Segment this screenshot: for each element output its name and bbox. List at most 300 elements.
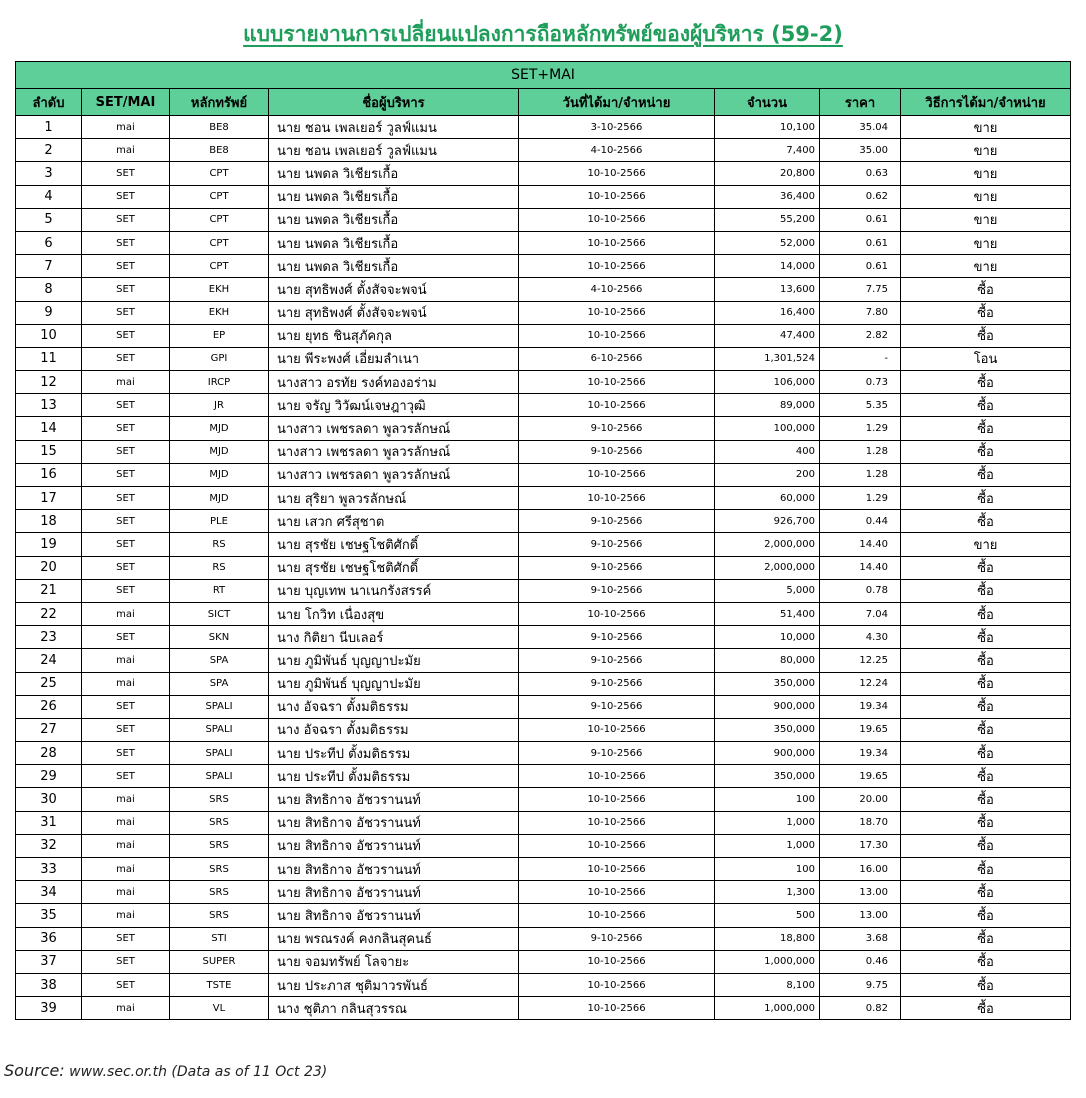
cell-type: ซื้อ <box>901 834 1071 857</box>
cell-date: 10-10-2566 <box>519 811 715 834</box>
cell-date: 10-10-2566 <box>519 208 715 231</box>
cell-type: ซื้อ <box>901 927 1071 950</box>
cell-symbol: SPA <box>170 649 269 672</box>
cell-date: 9-10-2566 <box>519 440 715 463</box>
cell-market: SET <box>82 556 170 579</box>
cell-price: 9.75 <box>820 973 901 996</box>
cell-volume: 5,000 <box>715 579 820 602</box>
cell-volume: 350,000 <box>715 718 820 741</box>
cell-name: นาย ภูมิพันธ์ บุญญาปะมัย <box>269 649 519 672</box>
cell-market: mai <box>82 858 170 881</box>
cell-date: 10-10-2566 <box>519 301 715 324</box>
cell-name: นาย นพดล วิเชียรเกื้อ <box>269 208 519 231</box>
cell-volume: 10,000 <box>715 626 820 649</box>
cell-market: mai <box>82 116 170 139</box>
cell-volume: 8,100 <box>715 973 820 996</box>
cell-date: 9-10-2566 <box>519 742 715 765</box>
cell-symbol: VL <box>170 997 269 1020</box>
cell-type: ซื้อ <box>901 487 1071 510</box>
group-header: SET+MAI <box>16 62 1071 89</box>
cell-name: นาย สุทธิพงศ์ ตั้งสัจจะพจน์ <box>269 278 519 301</box>
table-row <box>16 904 1071 927</box>
cell-price: 35.04 <box>820 116 901 139</box>
cell-price: 12.25 <box>820 649 901 672</box>
cell-type: ซื้อ <box>901 278 1071 301</box>
cell-type: ซื้อ <box>901 950 1071 973</box>
table-row <box>16 579 1071 602</box>
cell-symbol: SRS <box>170 858 269 881</box>
table-row <box>16 556 1071 579</box>
cell-market: mai <box>82 139 170 162</box>
cell-volume: 1,300 <box>715 881 820 904</box>
cell-symbol: EKH <box>170 301 269 324</box>
cell-type: ซื้อ <box>901 394 1071 417</box>
cell-no: 4 <box>16 185 82 208</box>
table-row <box>16 533 1071 556</box>
cell-date: 10-10-2566 <box>519 324 715 347</box>
cell-volume: 350,000 <box>715 672 820 695</box>
table-row <box>16 649 1071 672</box>
cell-no: 22 <box>16 602 82 625</box>
cell-name: นางสาว เพชรลดา พูลวรลักษณ์ <box>269 440 519 463</box>
cell-symbol: SUPER <box>170 950 269 973</box>
cell-date: 10-10-2566 <box>519 231 715 254</box>
cell-type: ซื้อ <box>901 463 1071 486</box>
cell-price: 13.00 <box>820 904 901 927</box>
cell-volume: 14,000 <box>715 255 820 278</box>
table-row <box>16 278 1071 301</box>
cell-market: mai <box>82 672 170 695</box>
cell-market: mai <box>82 997 170 1020</box>
cell-date: 9-10-2566 <box>519 510 715 533</box>
cell-price: 16.00 <box>820 858 901 881</box>
cell-market: SET <box>82 765 170 788</box>
cell-price: 0.78 <box>820 579 901 602</box>
cell-volume: 7,400 <box>715 139 820 162</box>
cell-name: นาย ประภาส ชุติมาวรพันธ์ <box>269 973 519 996</box>
cell-type: ซื้อ <box>901 371 1071 394</box>
table-row <box>16 394 1071 417</box>
cell-market: SET <box>82 533 170 556</box>
table-row <box>16 139 1071 162</box>
cell-symbol: SRS <box>170 881 269 904</box>
cell-no: 3 <box>16 162 82 185</box>
cell-price: 7.80 <box>820 301 901 324</box>
table-row <box>16 231 1071 254</box>
cell-date: 10-10-2566 <box>519 718 715 741</box>
cell-price: 5.35 <box>820 394 901 417</box>
cell-volume: 10,100 <box>715 116 820 139</box>
cell-no: 37 <box>16 950 82 973</box>
cell-volume: 100 <box>715 788 820 811</box>
cell-name: นาง อัจฉรา ตั้งมติธรรม <box>269 718 519 741</box>
cell-price: 7.04 <box>820 602 901 625</box>
cell-date: 10-10-2566 <box>519 463 715 486</box>
cell-type: ขาย <box>901 231 1071 254</box>
source-text: www.sec.or.th (Data as of 11 Oct 23) <box>69 1064 328 1080</box>
cell-name: นาย สิทธิกาจ อัชวรานนท์ <box>269 834 519 857</box>
cell-date: 4-10-2566 <box>519 278 715 301</box>
table-row <box>16 347 1071 370</box>
table-row <box>16 788 1071 811</box>
cell-no: 19 <box>16 533 82 556</box>
cell-volume: 350,000 <box>715 765 820 788</box>
cell-price: 14.40 <box>820 556 901 579</box>
cell-volume: 500 <box>715 904 820 927</box>
table-row <box>16 695 1071 718</box>
cell-type: ขาย <box>901 116 1071 139</box>
cell-name: นาย ประทีป ตั้งมติธรรม <box>269 765 519 788</box>
cell-no: 25 <box>16 672 82 695</box>
cell-type: ขาย <box>901 255 1071 278</box>
cell-name: นาย สุรชัย เชษฐโชติศักดิ์ <box>269 556 519 579</box>
cell-name: นาย นพดล วิเชียรเกื้อ <box>269 255 519 278</box>
col-header-volume: จำนวน <box>715 89 820 116</box>
cell-symbol: STI <box>170 927 269 950</box>
cell-symbol: EP <box>170 324 269 347</box>
cell-price: 19.65 <box>820 718 901 741</box>
cell-type: ซื้อ <box>901 672 1071 695</box>
cell-market: SET <box>82 255 170 278</box>
cell-market: SET <box>82 417 170 440</box>
cell-symbol: JR <box>170 394 269 417</box>
cell-market: SET <box>82 742 170 765</box>
cell-date: 10-10-2566 <box>519 881 715 904</box>
cell-market: SET <box>82 347 170 370</box>
cell-no: 32 <box>16 834 82 857</box>
cell-no: 36 <box>16 927 82 950</box>
cell-symbol: SRS <box>170 834 269 857</box>
cell-no: 6 <box>16 231 82 254</box>
cell-type: ซื้อ <box>901 602 1071 625</box>
cell-symbol: TSTE <box>170 973 269 996</box>
cell-volume: 89,000 <box>715 394 820 417</box>
table-row <box>16 950 1071 973</box>
cell-price: 0.61 <box>820 231 901 254</box>
table-row <box>16 324 1071 347</box>
cell-name: นาย ชอน เพลเยอร์ วูลฟ์แมน <box>269 139 519 162</box>
cell-name: นาย สุทธิพงศ์ ตั้งสัจจะพจน์ <box>269 301 519 324</box>
cell-market: SET <box>82 162 170 185</box>
cell-volume: 2,000,000 <box>715 533 820 556</box>
cell-type: ซื้อ <box>901 742 1071 765</box>
cell-volume: 900,000 <box>715 695 820 718</box>
cell-type: ซื้อ <box>901 718 1071 741</box>
report-title: แบบรายงานการเปลี่ยนแปลงการถือหลักทรัพย์ของผู้บริหาร (59-2) <box>243 22 843 46</box>
table-row <box>16 997 1071 1020</box>
cell-market: mai <box>82 811 170 834</box>
cell-market: SET <box>82 324 170 347</box>
cell-type: ขาย <box>901 208 1071 231</box>
cell-symbol: SKN <box>170 626 269 649</box>
cell-volume: 13,600 <box>715 278 820 301</box>
cell-market: SET <box>82 973 170 996</box>
cell-date: 10-10-2566 <box>519 997 715 1020</box>
cell-date: 10-10-2566 <box>519 950 715 973</box>
cell-price: 0.61 <box>820 208 901 231</box>
cell-name: นาย บุญเทพ นาเนกรังสรรค์ <box>269 579 519 602</box>
cell-symbol: SICT <box>170 602 269 625</box>
cell-name: นาย พีระพงศ์ เอี่ยมลำเนา <box>269 347 519 370</box>
cell-market: mai <box>82 602 170 625</box>
table-row <box>16 742 1071 765</box>
cell-no: 31 <box>16 811 82 834</box>
cell-name: นาย โกวิท เนื่องสุข <box>269 602 519 625</box>
cell-market: SET <box>82 278 170 301</box>
cell-symbol: MJD <box>170 440 269 463</box>
cell-no: 14 <box>16 417 82 440</box>
col-header-type: วิธีการได้มา/จำหน่าย <box>901 89 1071 116</box>
table-row <box>16 510 1071 533</box>
cell-volume: 1,000 <box>715 811 820 834</box>
cell-name: นาย ภูมิพันธ์ บุญญาปะมัย <box>269 672 519 695</box>
cell-date: 9-10-2566 <box>519 533 715 556</box>
cell-name: นาย สุริยา พูลวรลักษณ์ <box>269 487 519 510</box>
cell-type: ซื้อ <box>901 858 1071 881</box>
table-row <box>16 301 1071 324</box>
cell-volume: 200 <box>715 463 820 486</box>
cell-name: นาย สิทธิกาจ อัชวรานนท์ <box>269 858 519 881</box>
cell-type: ขาย <box>901 185 1071 208</box>
table-row <box>16 463 1071 486</box>
cell-no: 18 <box>16 510 82 533</box>
cell-type: ซื้อ <box>901 997 1071 1020</box>
source-note <box>4 1061 327 1080</box>
cell-volume: 1,000 <box>715 834 820 857</box>
cell-volume: 1,301,524 <box>715 347 820 370</box>
cell-type: ขาย <box>901 139 1071 162</box>
table-row <box>16 881 1071 904</box>
cell-symbol: BE8 <box>170 116 269 139</box>
cell-market: SET <box>82 626 170 649</box>
cell-symbol: RS <box>170 533 269 556</box>
cell-market: SET <box>82 579 170 602</box>
cell-price: 19.65 <box>820 765 901 788</box>
col-header-date: วันที่ได้มา/จำหน่าย <box>519 89 715 116</box>
cell-name: นาย จอมทรัพย์ โลจายะ <box>269 950 519 973</box>
cell-date: 10-10-2566 <box>519 162 715 185</box>
source-label: Source: <box>4 1061 65 1080</box>
cell-name: นาย พรณรงค์ คงกลินสุคนธ์ <box>269 927 519 950</box>
cell-date: 6-10-2566 <box>519 347 715 370</box>
cell-price: 20.00 <box>820 788 901 811</box>
cell-symbol: CPT <box>170 162 269 185</box>
cell-type: ซื้อ <box>901 649 1071 672</box>
cell-symbol: MJD <box>170 487 269 510</box>
table-row <box>16 858 1071 881</box>
cell-volume: 100 <box>715 858 820 881</box>
cell-name: นาย สิทธิกาจ อัชวรานนท์ <box>269 788 519 811</box>
cell-market: SET <box>82 440 170 463</box>
cell-price: 0.44 <box>820 510 901 533</box>
cell-symbol: BE8 <box>170 139 269 162</box>
cell-market: SET <box>82 463 170 486</box>
cell-volume: 926,700 <box>715 510 820 533</box>
cell-no: 11 <box>16 347 82 370</box>
col-header-no: ลำดับ <box>16 89 82 116</box>
cell-no: 5 <box>16 208 82 231</box>
cell-no: 28 <box>16 742 82 765</box>
col-header-symbol: หลักทรัพย์ <box>170 89 269 116</box>
cell-type: ซื้อ <box>901 811 1071 834</box>
cell-date: 3-10-2566 <box>519 116 715 139</box>
cell-name: นาง กิติยา นีบเลอร์ <box>269 626 519 649</box>
cell-type: โอน <box>901 347 1071 370</box>
cell-type: ซื้อ <box>901 417 1071 440</box>
cell-market: SET <box>82 487 170 510</box>
cell-no: 38 <box>16 973 82 996</box>
cell-symbol: RT <box>170 579 269 602</box>
cell-symbol: SRS <box>170 811 269 834</box>
cell-type: ซื้อ <box>901 510 1071 533</box>
cell-market: mai <box>82 371 170 394</box>
cell-type: ซื้อ <box>901 881 1071 904</box>
cell-price: 0.82 <box>820 997 901 1020</box>
cell-name: นาย นพดล วิเชียรเกื้อ <box>269 185 519 208</box>
cell-market: SET <box>82 394 170 417</box>
table-row <box>16 487 1071 510</box>
cell-symbol: SPA <box>170 672 269 695</box>
cell-no: 21 <box>16 579 82 602</box>
cell-name: นาย สุรชัย เชษฐโชติศักดิ์ <box>269 533 519 556</box>
cell-volume: 1,000,000 <box>715 997 820 1020</box>
cell-type: ซื้อ <box>901 440 1071 463</box>
table-row <box>16 811 1071 834</box>
cell-no: 23 <box>16 626 82 649</box>
cell-no: 20 <box>16 556 82 579</box>
cell-no: 30 <box>16 788 82 811</box>
table-row <box>16 602 1071 625</box>
cell-price: 0.62 <box>820 185 901 208</box>
cell-date: 9-10-2566 <box>519 649 715 672</box>
cell-no: 27 <box>16 718 82 741</box>
cell-date: 9-10-2566 <box>519 417 715 440</box>
cell-type: ซื้อ <box>901 973 1071 996</box>
table-row <box>16 255 1071 278</box>
table-row <box>16 672 1071 695</box>
cell-name: นาง อัจฉรา ตั้งมติธรรม <box>269 695 519 718</box>
cell-volume: 20,800 <box>715 162 820 185</box>
table-row <box>16 626 1071 649</box>
cell-symbol: SRS <box>170 904 269 927</box>
cell-volume: 1,000,000 <box>715 950 820 973</box>
cell-no: 15 <box>16 440 82 463</box>
cell-type: ซื้อ <box>901 765 1071 788</box>
cell-price: 12.24 <box>820 672 901 695</box>
cell-symbol: CPT <box>170 185 269 208</box>
cell-no: 10 <box>16 324 82 347</box>
cell-date: 4-10-2566 <box>519 139 715 162</box>
cell-date: 10-10-2566 <box>519 371 715 394</box>
cell-no: 29 <box>16 765 82 788</box>
cell-no: 12 <box>16 371 82 394</box>
cell-date: 9-10-2566 <box>519 626 715 649</box>
cell-date: 10-10-2566 <box>519 973 715 996</box>
cell-price: 1.29 <box>820 487 901 510</box>
cell-market: SET <box>82 927 170 950</box>
cell-price: 19.34 <box>820 695 901 718</box>
cell-volume: 18,800 <box>715 927 820 950</box>
table-row <box>16 417 1071 440</box>
cell-name: นาย นพดล วิเชียรเกื้อ <box>269 162 519 185</box>
cell-name: นางสาว เพชรลดา พูลวรลักษณ์ <box>269 463 519 486</box>
cell-price: 17.30 <box>820 834 901 857</box>
cell-volume: 106,000 <box>715 371 820 394</box>
cell-no: 39 <box>16 997 82 1020</box>
cell-type: ซื้อ <box>901 301 1071 324</box>
cell-type: ซื้อ <box>901 324 1071 347</box>
cell-date: 10-10-2566 <box>519 185 715 208</box>
cell-date: 9-10-2566 <box>519 556 715 579</box>
table-row <box>16 927 1071 950</box>
cell-name: นาย ชอน เพลเยอร์ วูลฟ์แมน <box>269 116 519 139</box>
cell-market: SET <box>82 510 170 533</box>
cell-no: 34 <box>16 881 82 904</box>
cell-symbol: MJD <box>170 417 269 440</box>
cell-price: 0.73 <box>820 371 901 394</box>
cell-market: SET <box>82 950 170 973</box>
cell-name: นางสาว อรทัย รงค์ทองอร่าม <box>269 371 519 394</box>
cell-symbol: SPALI <box>170 765 269 788</box>
cell-date: 9-10-2566 <box>519 695 715 718</box>
cell-date: 10-10-2566 <box>519 602 715 625</box>
cell-market: mai <box>82 904 170 927</box>
cell-market: mai <box>82 788 170 811</box>
cell-symbol: RS <box>170 556 269 579</box>
cell-symbol: EKH <box>170 278 269 301</box>
table-row <box>16 371 1071 394</box>
cell-name: นาย สิทธิกาจ อัชวรานนท์ <box>269 904 519 927</box>
cell-date: 9-10-2566 <box>519 672 715 695</box>
cell-date: 10-10-2566 <box>519 788 715 811</box>
cell-volume: 47,400 <box>715 324 820 347</box>
cell-no: 8 <box>16 278 82 301</box>
cell-type: ซื้อ <box>901 788 1071 811</box>
cell-volume: 16,400 <box>715 301 820 324</box>
cell-symbol: SPALI <box>170 742 269 765</box>
cell-market: SET <box>82 695 170 718</box>
cell-type: ซื้อ <box>901 556 1071 579</box>
cell-type: ซื้อ <box>901 695 1071 718</box>
table-row <box>16 116 1071 139</box>
cell-volume: 400 <box>715 440 820 463</box>
cell-price: 19.34 <box>820 742 901 765</box>
management-trading-table <box>15 61 1071 1020</box>
table-row <box>16 973 1071 996</box>
cell-market: SET <box>82 301 170 324</box>
cell-market: SET <box>82 231 170 254</box>
cell-price: 35.00 <box>820 139 901 162</box>
cell-no: 13 <box>16 394 82 417</box>
cell-volume: 51,400 <box>715 602 820 625</box>
cell-type: ซื้อ <box>901 904 1071 927</box>
cell-date: 10-10-2566 <box>519 394 715 417</box>
cell-no: 9 <box>16 301 82 324</box>
cell-no: 1 <box>16 116 82 139</box>
cell-symbol: SPALI <box>170 718 269 741</box>
cell-price: 13.00 <box>820 881 901 904</box>
cell-volume: 52,000 <box>715 231 820 254</box>
cell-date: 10-10-2566 <box>519 904 715 927</box>
cell-no: 16 <box>16 463 82 486</box>
cell-no: 33 <box>16 858 82 881</box>
cell-symbol: IRCP <box>170 371 269 394</box>
cell-price: 7.75 <box>820 278 901 301</box>
cell-symbol: CPT <box>170 255 269 278</box>
cell-volume: 80,000 <box>715 649 820 672</box>
cell-symbol: SRS <box>170 788 269 811</box>
col-header-price: ราคา <box>820 89 901 116</box>
